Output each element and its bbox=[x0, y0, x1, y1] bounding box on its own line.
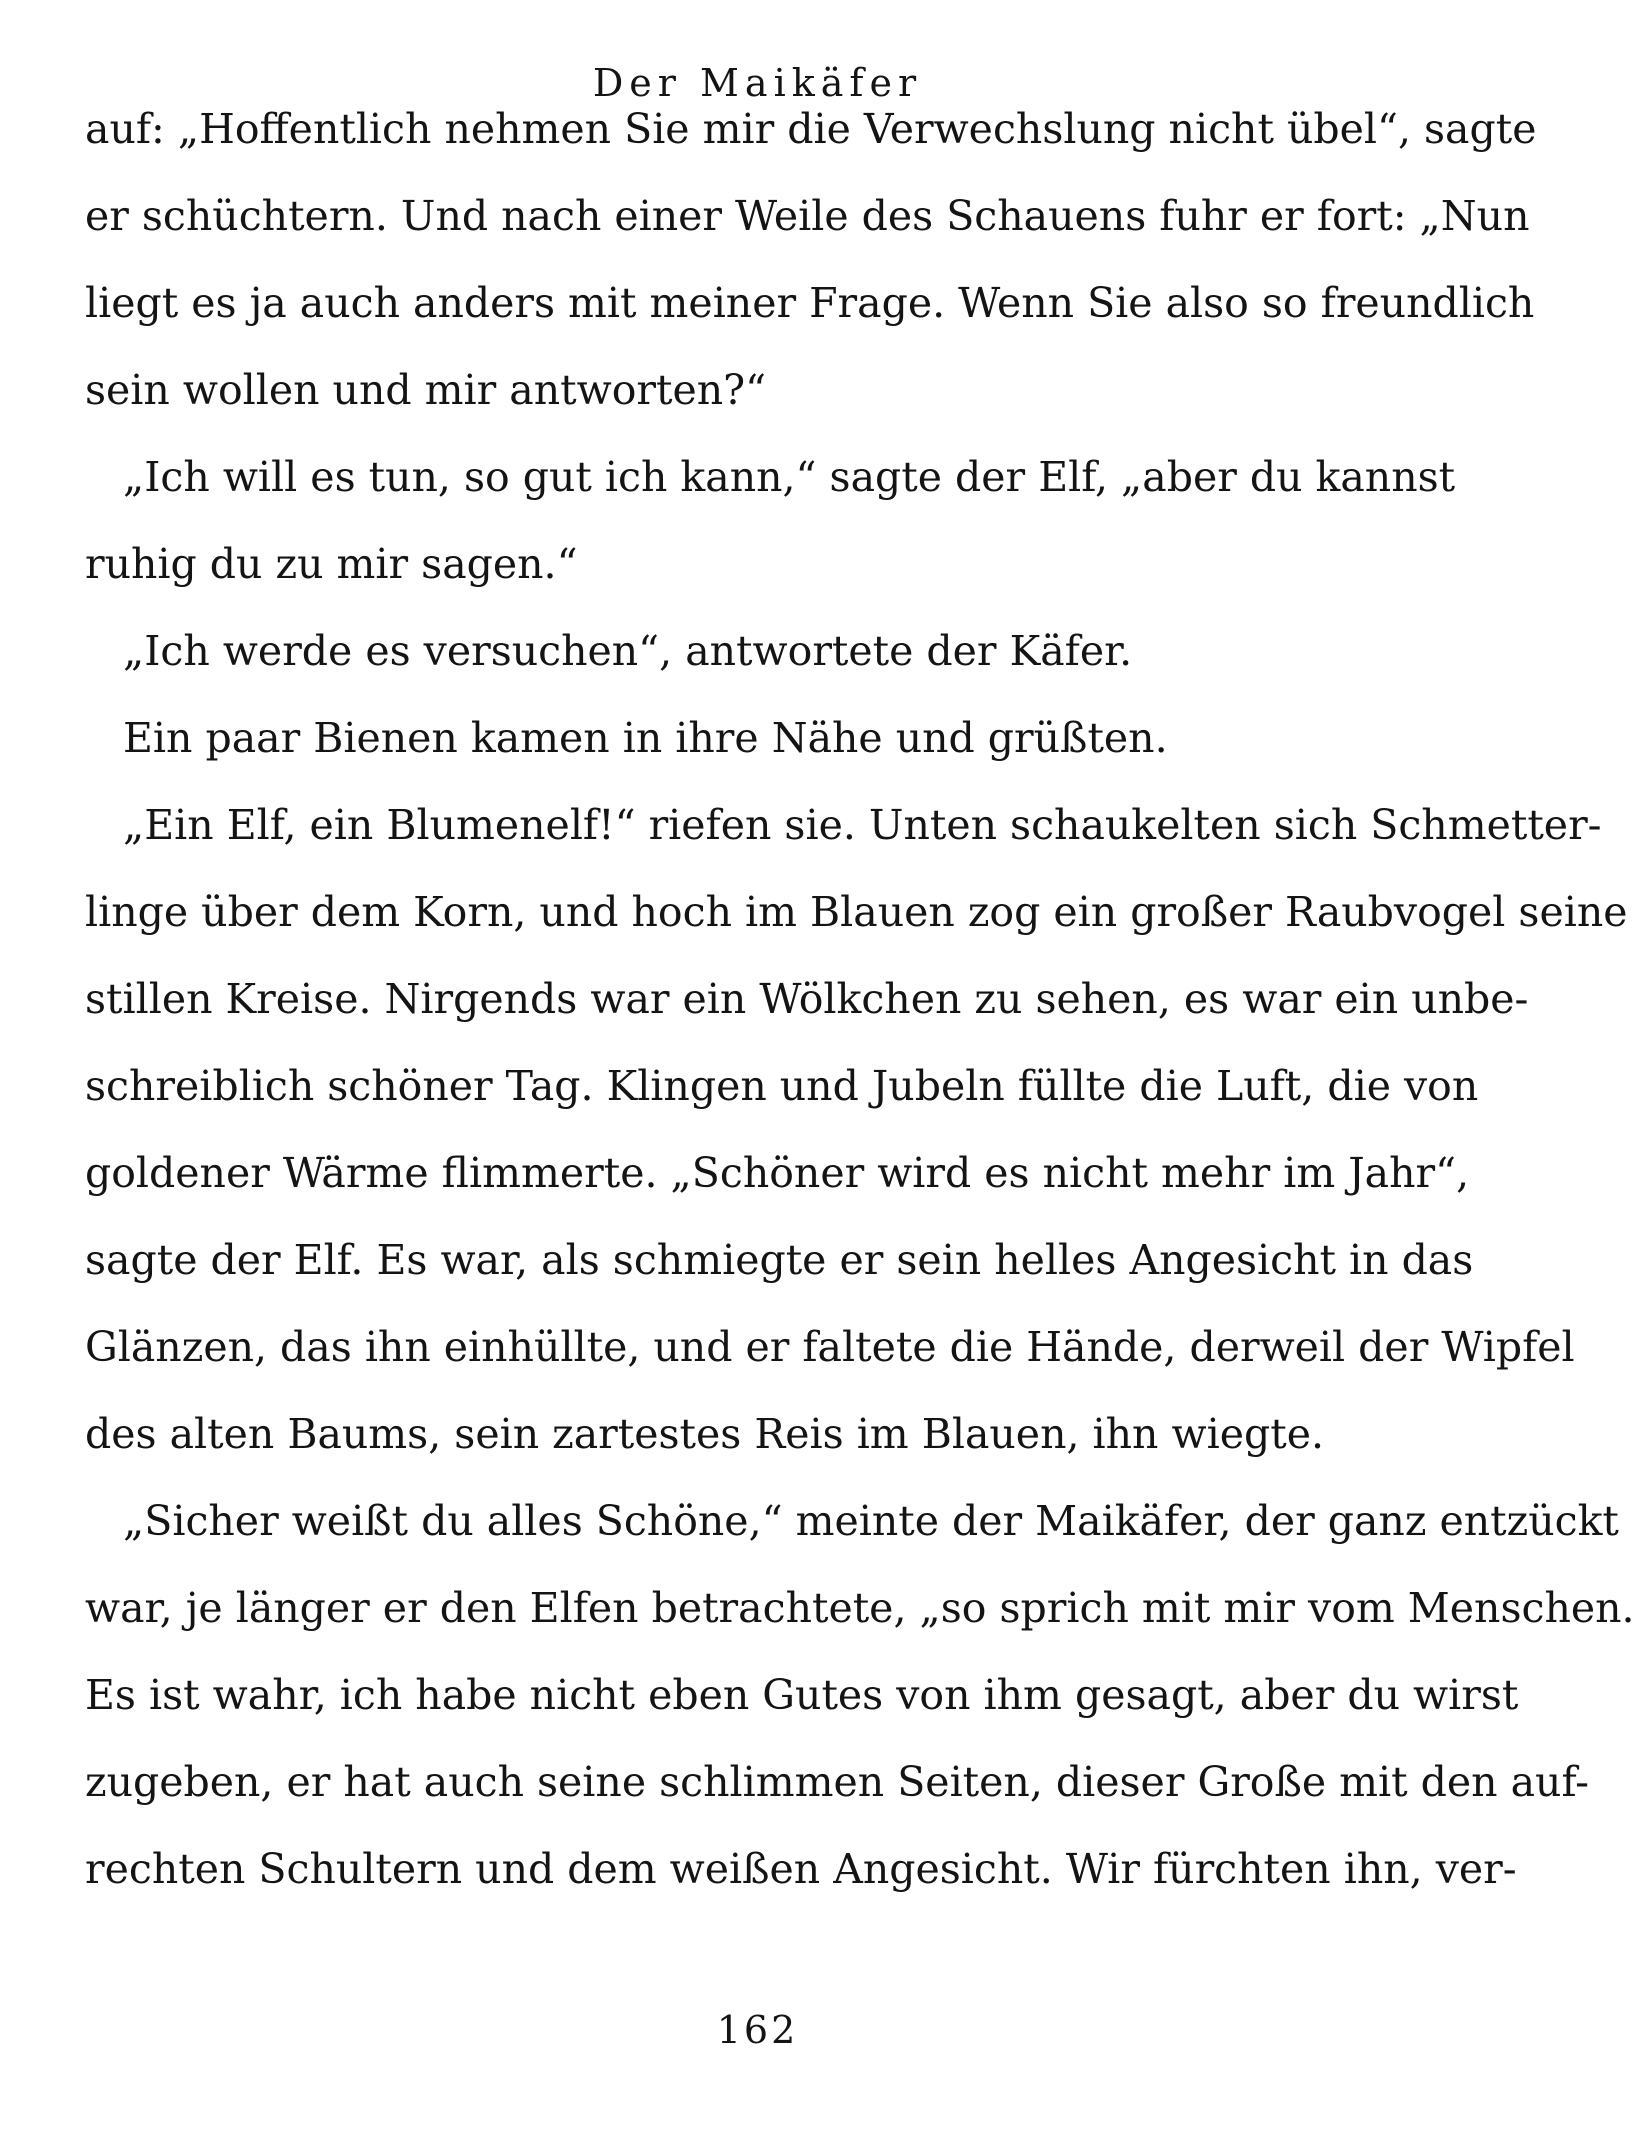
text-line: „Ich werde es versuchen“, antwortete der Käfer. bbox=[123, 627, 1133, 675]
text-line: er schüchtern. Und nach einer Weile des Schauens fuhr er fort: „Nun bbox=[85, 192, 1530, 240]
text-line: „Sicher weißt du alles Schöne,“ meinte der Maikäfer, der ganz entzückt bbox=[123, 1497, 1619, 1545]
running-head: Der Maikäfer bbox=[592, 61, 923, 105]
text-line: goldener Wärme flimmerte. „Schöner wird es nicht mehr im Jahr“, bbox=[85, 1149, 1470, 1197]
text-line: auf: „Hoffentlich nehmen Sie mir die Verwechslung nicht übel“, sagte bbox=[85, 105, 1537, 153]
text-line: sagte der Elf. Es war, als schmiegte er sein helles Angesicht in das bbox=[85, 1236, 1474, 1284]
text-line: „Ein Elf, ein Blumenelf!“ riefen sie. Unten schaukelten sich Schmetter- bbox=[123, 801, 1602, 849]
text-line: sein wollen und mir antworten?“ bbox=[85, 366, 767, 414]
text-line: schreiblich schöner Tag. Klingen und Jubeln füllte die Luft, die von bbox=[85, 1062, 1479, 1110]
text-line: Es ist wahr, ich habe nicht eben Gutes von ihm gesagt, aber du wirst bbox=[85, 1671, 1519, 1719]
text-line: „Ich will es tun, so gut ich kann,“ sagte der Elf, „aber du kannst bbox=[123, 453, 1456, 501]
text-line: stillen Kreise. Nirgends war ein Wölkchen zu sehen, es war ein unbe- bbox=[85, 975, 1529, 1023]
text-line: war, je länger er den Elfen betrachtete, „so sprich mit mir vom Menschen. bbox=[85, 1584, 1635, 1632]
text-line: des alten Baums, sein zartestes Reis im Blauen, ihn wiegte. bbox=[85, 1410, 1324, 1458]
text-line: Ein paar Bienen kamen in ihre Nähe und grüßten. bbox=[123, 714, 1168, 762]
text-line: zugeben, er hat auch seine schlimmen Seiten, dieser Große mit den auf- bbox=[85, 1758, 1590, 1806]
page-number: 162 bbox=[716, 2008, 799, 2052]
text-line: ruhig du zu mir sagen.“ bbox=[85, 540, 578, 588]
text-line: rechten Schultern und dem weißen Angesicht. Wir fürchten ihn, ver- bbox=[85, 1845, 1517, 1893]
text-line: Glänzen, das ihn einhüllte, und er faltete die Hände, derweil der Wipfel bbox=[85, 1323, 1575, 1371]
text-line: linge über dem Korn, und hoch im Blauen zog ein großer Raubvogel seine bbox=[85, 888, 1628, 936]
text-line: liegt es ja auch anders mit meiner Frage. Wenn Sie also so freundlich bbox=[85, 279, 1535, 327]
